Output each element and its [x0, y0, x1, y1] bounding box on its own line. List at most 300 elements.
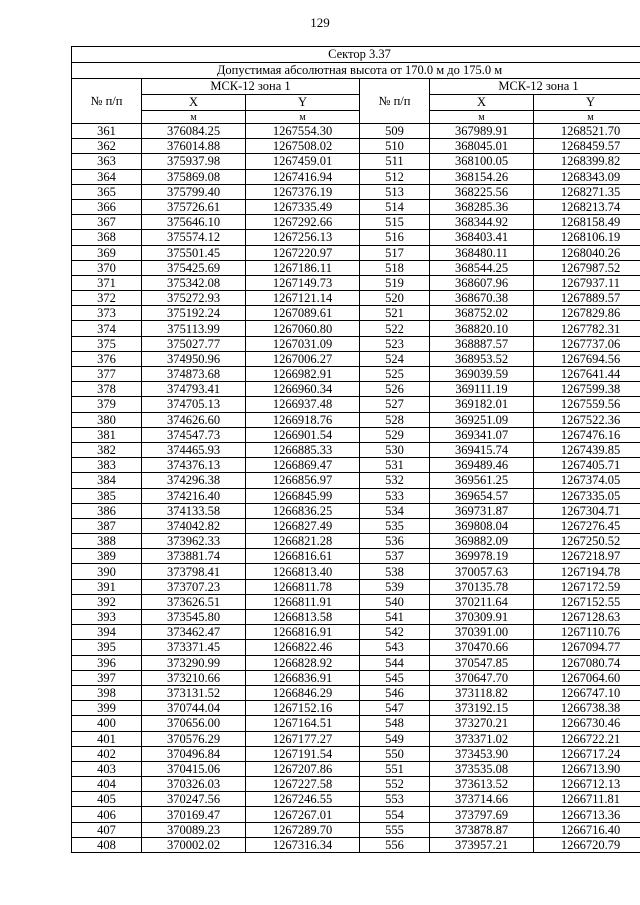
y-coordinate: 1266846.29 — [246, 685, 360, 700]
point-number: 512 — [360, 169, 430, 184]
x-coordinate: 375646.10 — [142, 215, 246, 230]
point-number: 395 — [72, 640, 142, 655]
y-coordinate: 1267227.58 — [246, 777, 360, 792]
point-number: 511 — [360, 154, 430, 169]
point-number: 520 — [360, 291, 430, 306]
point-number: 407 — [72, 822, 142, 837]
y-coordinate: 1266901.54 — [246, 427, 360, 442]
point-number: 394 — [72, 625, 142, 640]
y-coordinate: 1267641.44 — [534, 367, 640, 382]
x-coordinate: 373462.47 — [142, 625, 246, 640]
y-coordinate: 1267031.09 — [246, 336, 360, 351]
point-number: 541 — [360, 610, 430, 625]
point-number: 404 — [72, 777, 142, 792]
y-coordinate: 1266747.10 — [534, 685, 640, 700]
table-row — [72, 351, 640, 366]
table-row — [72, 746, 640, 761]
x-coordinate: 373210.66 — [142, 670, 246, 685]
x-coordinate: 374705.13 — [142, 397, 246, 412]
table-row — [72, 625, 640, 640]
y-coordinate: 1266813.58 — [246, 610, 360, 625]
point-number: 401 — [72, 731, 142, 746]
x-coordinate: 368344.92 — [430, 215, 534, 230]
table-row — [72, 670, 640, 685]
point-number: 369 — [72, 245, 142, 260]
x-coordinate: 369654.57 — [430, 488, 534, 503]
x-coordinate: 368045.01 — [430, 139, 534, 154]
y-coordinate: 1267060.80 — [246, 321, 360, 336]
point-number: 383 — [72, 458, 142, 473]
point-number: 391 — [72, 579, 142, 594]
point-number: 385 — [72, 488, 142, 503]
table-row — [72, 306, 640, 321]
y-coordinate: 1268040.26 — [534, 245, 640, 260]
table-row — [72, 640, 640, 655]
y-header-right: Y — [534, 95, 640, 111]
y-coordinate: 1267782.31 — [534, 321, 640, 336]
zone-header-left: МСК-12 зона 1 — [142, 79, 360, 95]
x-coordinate: 375501.45 — [142, 245, 246, 260]
point-number: 406 — [72, 807, 142, 822]
y-coordinate: 1266937.48 — [246, 397, 360, 412]
x-coordinate: 373545.80 — [142, 610, 246, 625]
table-row — [72, 260, 640, 275]
point-number: 510 — [360, 139, 430, 154]
y-coordinate: 1266713.90 — [534, 761, 640, 776]
table-row — [72, 154, 640, 169]
point-number: 525 — [360, 367, 430, 382]
point-number: 368 — [72, 230, 142, 245]
y-coordinate: 1267476.16 — [534, 427, 640, 442]
y-coordinate: 1267694.56 — [534, 351, 640, 366]
point-number: 537 — [360, 549, 430, 564]
table-row — [72, 822, 640, 837]
height-range-subtitle: Допустимая абсолютная высота от 170.0 м до 175.0 м — [72, 63, 640, 79]
y-coordinate: 1267267.01 — [246, 807, 360, 822]
table-row — [72, 777, 640, 792]
y-coordinate: 1268213.74 — [534, 199, 640, 214]
point-number: 522 — [360, 321, 430, 336]
y-coordinate: 1266836.91 — [246, 670, 360, 685]
point-number: 540 — [360, 594, 430, 609]
table-row — [72, 458, 640, 473]
x-coordinate: 368544.25 — [430, 260, 534, 275]
y-coordinate: 1266716.40 — [534, 822, 640, 837]
point-number: 367 — [72, 215, 142, 230]
table-row — [72, 427, 640, 442]
x-coordinate: 373957.21 — [430, 837, 534, 852]
x-coordinate: 373290.99 — [142, 655, 246, 670]
x-header-right: X — [430, 95, 534, 111]
x-coordinate: 368100.05 — [430, 154, 534, 169]
x-coordinate: 369882.09 — [430, 534, 534, 549]
table-row — [72, 215, 640, 230]
point-number: 408 — [72, 837, 142, 852]
x-coordinate: 369731.87 — [430, 503, 534, 518]
y-coordinate: 1267559.56 — [534, 397, 640, 412]
point-number: 516 — [360, 230, 430, 245]
point-number: 362 — [72, 139, 142, 154]
x-coordinate: 370470.66 — [430, 640, 534, 655]
point-number: 381 — [72, 427, 142, 442]
point-number: 514 — [360, 199, 430, 214]
y-coordinate: 1267304.71 — [534, 503, 640, 518]
y-coordinate: 1266813.40 — [246, 564, 360, 579]
x-coordinate: 370135.78 — [430, 579, 534, 594]
x-coordinate: 368225.56 — [430, 184, 534, 199]
x-coordinate: 370169.47 — [142, 807, 246, 822]
x-coordinate: 373270.21 — [430, 716, 534, 731]
point-number: 387 — [72, 518, 142, 533]
table-row — [72, 291, 640, 306]
table-row — [72, 442, 640, 457]
point-number: 389 — [72, 549, 142, 564]
y-coordinate: 1267416.94 — [246, 169, 360, 184]
x-coordinate: 373881.74 — [142, 549, 246, 564]
x-header-left: X — [142, 95, 246, 111]
y-coordinate: 1266918.76 — [246, 412, 360, 427]
x-coordinate: 370647.70 — [430, 670, 534, 685]
table-row — [72, 549, 640, 564]
y-coordinate: 1266717.24 — [534, 746, 640, 761]
y-coordinate: 1266828.92 — [246, 655, 360, 670]
point-number: 366 — [72, 199, 142, 214]
x-unit-right: м — [430, 111, 534, 124]
y-coordinate: 1267405.71 — [534, 458, 640, 473]
y-coordinate: 1267459.01 — [246, 154, 360, 169]
point-number: 361 — [72, 124, 142, 139]
x-coordinate: 370656.00 — [142, 716, 246, 731]
x-coordinate: 370309.91 — [430, 610, 534, 625]
y-coordinate: 1267128.63 — [534, 610, 640, 625]
y-coordinate: 1266856.97 — [246, 473, 360, 488]
y-coordinate: 1267191.54 — [246, 746, 360, 761]
y-unit-left: м — [246, 111, 360, 124]
y-coordinate: 1267554.30 — [246, 124, 360, 139]
x-coordinate: 374465.93 — [142, 442, 246, 457]
x-coordinate: 375192.24 — [142, 306, 246, 321]
table-row — [72, 761, 640, 776]
point-number: 543 — [360, 640, 430, 655]
point-number: 375 — [72, 336, 142, 351]
x-coordinate: 375869.08 — [142, 169, 246, 184]
point-number: 398 — [72, 685, 142, 700]
point-number: 553 — [360, 792, 430, 807]
table-row — [72, 731, 640, 746]
point-number: 547 — [360, 701, 430, 716]
point-number: 544 — [360, 655, 430, 670]
y-coordinate: 1267152.55 — [534, 594, 640, 609]
x-coordinate: 370744.04 — [142, 701, 246, 716]
y-coordinate: 1266885.33 — [246, 442, 360, 457]
point-number: 521 — [360, 306, 430, 321]
y-coordinate: 1268158.49 — [534, 215, 640, 230]
y-coordinate: 1266982.91 — [246, 367, 360, 382]
table-row — [72, 518, 640, 533]
x-coordinate: 368820.10 — [430, 321, 534, 336]
y-coordinate: 1267220.97 — [246, 245, 360, 260]
point-number: 384 — [72, 473, 142, 488]
y-coordinate: 1267006.27 — [246, 351, 360, 366]
x-coordinate: 373131.52 — [142, 685, 246, 700]
y-coordinate: 1267194.78 — [534, 564, 640, 579]
x-coordinate: 370247.56 — [142, 792, 246, 807]
point-number: 518 — [360, 260, 430, 275]
y-coordinate: 1267374.05 — [534, 473, 640, 488]
table-row — [72, 336, 640, 351]
y-coordinate: 1267522.36 — [534, 412, 640, 427]
row-number-header-left: № п/п — [72, 79, 142, 124]
x-coordinate: 374950.96 — [142, 351, 246, 366]
point-number: 523 — [360, 336, 430, 351]
x-coordinate: 373613.52 — [430, 777, 534, 792]
y-coordinate: 1266730.46 — [534, 716, 640, 731]
x-coordinate: 369978.19 — [430, 549, 534, 564]
y-coordinate: 1267218.97 — [534, 549, 640, 564]
point-number: 377 — [72, 367, 142, 382]
point-number: 392 — [72, 594, 142, 609]
point-number: 372 — [72, 291, 142, 306]
point-number: 513 — [360, 184, 430, 199]
point-number: 382 — [72, 442, 142, 457]
table-row — [72, 124, 640, 139]
table-row — [72, 169, 640, 184]
x-coordinate: 369182.01 — [430, 397, 534, 412]
y-coordinate: 1267064.60 — [534, 670, 640, 685]
y-coordinate: 1266822.46 — [246, 640, 360, 655]
table-row — [72, 503, 640, 518]
x-coordinate: 370415.06 — [142, 761, 246, 776]
y-coordinate: 1266845.99 — [246, 488, 360, 503]
x-coordinate: 369111.19 — [430, 382, 534, 397]
point-number: 393 — [72, 610, 142, 625]
table-row — [72, 610, 640, 625]
y-coordinate: 1268271.35 — [534, 184, 640, 199]
point-number: 538 — [360, 564, 430, 579]
x-coordinate: 375799.40 — [142, 184, 246, 199]
y-coordinate: 1267439.85 — [534, 442, 640, 457]
x-coordinate: 369341.07 — [430, 427, 534, 442]
x-coordinate: 375574.12 — [142, 230, 246, 245]
point-number: 530 — [360, 442, 430, 457]
table-row — [72, 564, 640, 579]
x-coordinate: 368607.96 — [430, 275, 534, 290]
x-coordinate: 370576.29 — [142, 731, 246, 746]
x-coordinate: 375937.98 — [142, 154, 246, 169]
row-number-header-right: № п/п — [360, 79, 430, 124]
y-coordinate: 1266711.81 — [534, 792, 640, 807]
point-number: 528 — [360, 412, 430, 427]
x-coordinate: 368670.38 — [430, 291, 534, 306]
point-number: 524 — [360, 351, 430, 366]
x-coordinate: 373714.66 — [430, 792, 534, 807]
table-row — [72, 807, 640, 822]
y-coordinate: 1267246.55 — [246, 792, 360, 807]
point-number: 376 — [72, 351, 142, 366]
x-coordinate: 370547.85 — [430, 655, 534, 670]
x-coordinate: 374376.13 — [142, 458, 246, 473]
point-number: 403 — [72, 761, 142, 776]
zone-header-right: МСК-12 зона 1 — [430, 79, 640, 95]
x-coordinate: 370391.00 — [430, 625, 534, 640]
y-coordinate: 1266720.79 — [534, 837, 640, 852]
point-number: 365 — [72, 184, 142, 199]
x-coordinate: 374296.38 — [142, 473, 246, 488]
table-row — [72, 837, 640, 852]
y-coordinate: 1267094.77 — [534, 640, 640, 655]
table-row — [72, 321, 640, 336]
y-coordinate: 1267316.34 — [246, 837, 360, 852]
y-coordinate: 1267110.76 — [534, 625, 640, 640]
point-number: 552 — [360, 777, 430, 792]
x-coordinate: 370089.23 — [142, 822, 246, 837]
point-number: 527 — [360, 397, 430, 412]
x-coordinate: 374626.60 — [142, 412, 246, 427]
x-coordinate: 367989.91 — [430, 124, 534, 139]
y-coordinate: 1267937.11 — [534, 275, 640, 290]
table-row — [72, 184, 640, 199]
y-coordinate: 1267152.16 — [246, 701, 360, 716]
table-row — [72, 701, 640, 716]
point-number: 515 — [360, 215, 430, 230]
y-coordinate: 1268459.57 — [534, 139, 640, 154]
point-number: 374 — [72, 321, 142, 336]
point-number: 405 — [72, 792, 142, 807]
x-coordinate: 369561.25 — [430, 473, 534, 488]
point-number: 554 — [360, 807, 430, 822]
y-coordinate: 1267335.49 — [246, 199, 360, 214]
x-coordinate: 373192.15 — [430, 701, 534, 716]
point-number: 534 — [360, 503, 430, 518]
y-coordinate: 1267256.13 — [246, 230, 360, 245]
point-number: 539 — [360, 579, 430, 594]
y-coordinate: 1267987.52 — [534, 260, 640, 275]
x-coordinate: 368752.02 — [430, 306, 534, 321]
y-coordinate: 1268399.82 — [534, 154, 640, 169]
x-coordinate: 369415.74 — [430, 442, 534, 457]
y-coordinate: 1266869.47 — [246, 458, 360, 473]
table-row — [72, 534, 640, 549]
point-number: 364 — [72, 169, 142, 184]
point-number: 396 — [72, 655, 142, 670]
x-coordinate: 375425.69 — [142, 260, 246, 275]
point-number: 529 — [360, 427, 430, 442]
x-coordinate: 374873.68 — [142, 367, 246, 382]
y-header-left: Y — [246, 95, 360, 111]
y-coordinate: 1267292.66 — [246, 215, 360, 230]
point-number: 532 — [360, 473, 430, 488]
point-number: 388 — [72, 534, 142, 549]
x-coordinate: 373626.51 — [142, 594, 246, 609]
x-coordinate: 373878.87 — [430, 822, 534, 837]
point-number: 519 — [360, 275, 430, 290]
y-coordinate: 1266712.13 — [534, 777, 640, 792]
sector-title: Сектор 3.37 — [72, 47, 640, 63]
table-row — [72, 412, 640, 427]
x-coordinate: 373962.33 — [142, 534, 246, 549]
point-number: 545 — [360, 670, 430, 685]
y-coordinate: 1266811.91 — [246, 594, 360, 609]
y-coordinate: 1267889.57 — [534, 291, 640, 306]
y-coordinate: 1268521.70 — [534, 124, 640, 139]
x-coordinate: 374133.58 — [142, 503, 246, 518]
y-coordinate: 1266960.34 — [246, 382, 360, 397]
x-coordinate: 368953.52 — [430, 351, 534, 366]
x-coordinate: 369808.04 — [430, 518, 534, 533]
point-number: 402 — [72, 746, 142, 761]
x-coordinate: 368154.26 — [430, 169, 534, 184]
x-coordinate: 374042.82 — [142, 518, 246, 533]
y-coordinate: 1266722.21 — [534, 731, 640, 746]
y-coordinate: 1267164.51 — [246, 716, 360, 731]
point-number: 550 — [360, 746, 430, 761]
y-coordinate: 1266836.25 — [246, 503, 360, 518]
y-coordinate: 1266738.38 — [534, 701, 640, 716]
y-coordinate: 1267207.86 — [246, 761, 360, 776]
table-row — [72, 685, 640, 700]
table-row — [72, 655, 640, 670]
point-number: 399 — [72, 701, 142, 716]
table-row — [72, 473, 640, 488]
y-coordinate: 1267080.74 — [534, 655, 640, 670]
y-coordinate: 1267508.02 — [246, 139, 360, 154]
y-coordinate: 1267737.06 — [534, 336, 640, 351]
point-number: 378 — [72, 382, 142, 397]
y-coordinate: 1266816.61 — [246, 549, 360, 564]
point-number: 363 — [72, 154, 142, 169]
x-coordinate: 370002.02 — [142, 837, 246, 852]
point-number: 548 — [360, 716, 430, 731]
point-number: 535 — [360, 518, 430, 533]
point-number: 379 — [72, 397, 142, 412]
table-row — [72, 245, 640, 260]
table-row — [72, 275, 640, 290]
x-coordinate: 370211.64 — [430, 594, 534, 609]
point-number: 536 — [360, 534, 430, 549]
table-row — [72, 397, 640, 412]
x-coordinate: 373707.23 — [142, 579, 246, 594]
x-coordinate: 374547.73 — [142, 427, 246, 442]
point-number: 555 — [360, 822, 430, 837]
table-row — [72, 594, 640, 609]
table-row — [72, 230, 640, 245]
y-coordinate: 1266811.78 — [246, 579, 360, 594]
x-coordinate: 375027.77 — [142, 336, 246, 351]
x-coordinate: 369251.09 — [430, 412, 534, 427]
table-row — [72, 579, 640, 594]
x-coordinate: 373453.90 — [430, 746, 534, 761]
point-number: 380 — [72, 412, 142, 427]
point-number: 556 — [360, 837, 430, 852]
y-coordinate: 1267177.27 — [246, 731, 360, 746]
y-coordinate: 1267186.11 — [246, 260, 360, 275]
x-coordinate: 373535.08 — [430, 761, 534, 776]
table-row — [72, 488, 640, 503]
coordinates-table — [71, 46, 640, 853]
table-row — [72, 139, 640, 154]
table-row — [72, 199, 640, 214]
x-coordinate: 374793.41 — [142, 382, 246, 397]
y-coordinate: 1266827.49 — [246, 518, 360, 533]
x-coordinate: 375726.61 — [142, 199, 246, 214]
x-coordinate: 373371.45 — [142, 640, 246, 655]
point-number: 390 — [72, 564, 142, 579]
y-coordinate: 1267599.38 — [534, 382, 640, 397]
x-coordinate: 373118.82 — [430, 685, 534, 700]
x-coordinate: 370057.63 — [430, 564, 534, 579]
point-number: 551 — [360, 761, 430, 776]
y-coordinate: 1268343.09 — [534, 169, 640, 184]
